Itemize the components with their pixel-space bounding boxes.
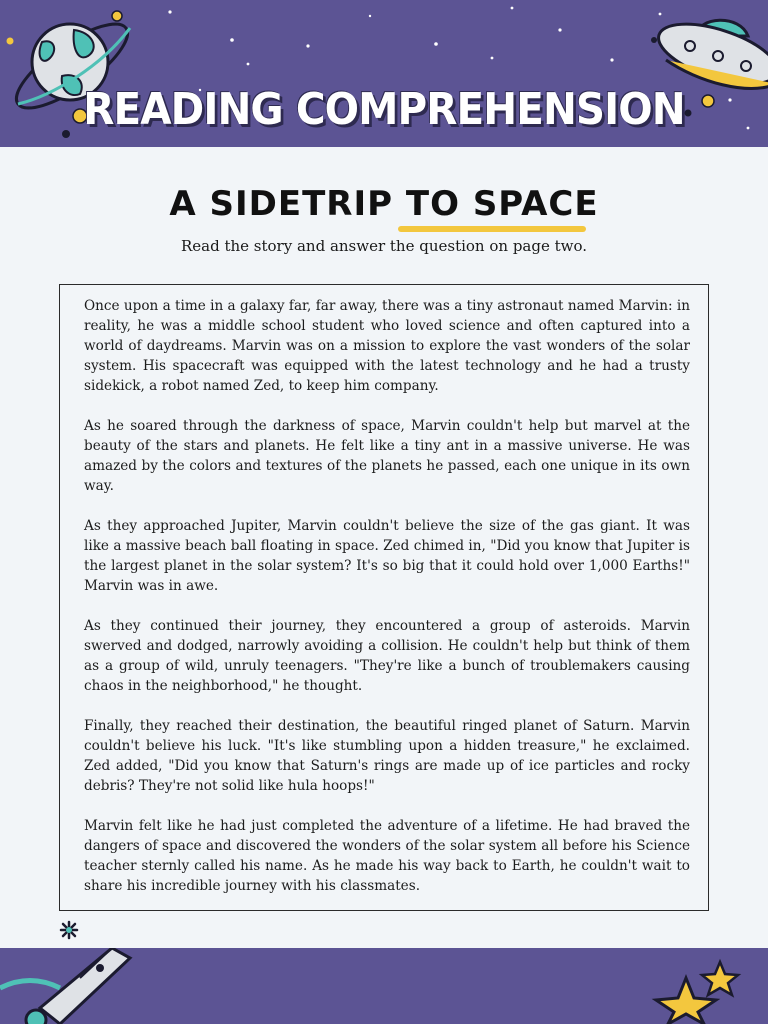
star-icon — [638, 948, 768, 1024]
story-box — [59, 284, 709, 911]
header-banner — [0, 0, 768, 147]
rocket-icon — [0, 948, 140, 1024]
header-title: READING COMPREHENSION — [83, 84, 685, 135]
story-paragraph: Finally, they reached their destination, the beautiful ringed planet of Saturn. Marvin couldn't believe his luck. "It's like stumbling upon a hidden treasure," he exclaimed. Zed added, "Did you know that Saturn's rings are made up of ice particles and rocky debris? They're not solid like hula hoops!" — [84, 718, 690, 794]
story-title: A SIDETRIP TO SPACE — [169, 184, 599, 224]
footer-banner — [0, 948, 768, 1024]
story-paragraph: As they continued their journey, they encountered a group of asteroids. Marvin swerved and dodged, narrowly avoiding a collision. He couldn't help but think of them as a group of wild, unruly teenagers. "They're like a bunch of troublemakers causing chaos in the neighborhood," he thought. — [84, 618, 690, 694]
story-paragraph: Marvin felt like he had just completed the adventure of a lifetime. He had braved the dangers of space and discovered the wonders of the solar system all before his Science teacher sternly called his name. As he made his way back to Earth, he couldn't wait to share his incredible journey with his classmates. — [84, 818, 690, 894]
title-underline — [398, 226, 586, 232]
story-paragraph: As they approached Jupiter, Marvin couldn't believe the size of the gas giant. It was like a massive beach ball floating in space. Zed chimed in, "Did you know that Jupiter is the largest planet in the solar system? It's so big that it could hold over 1,000 Earths!" Marvin was in awe. — [84, 518, 690, 594]
instructions: Read the story and answer the question on page two. — [180, 237, 588, 255]
story-paragraph: Once upon a time in a galaxy far, far away, there was a tiny astronaut named Marvin: in reality, he was a middle school student who loved science and often captured into a world of daydreams. Marvin was on a mission to explore the vast wonders of the solar system. His spacecraft was equipped with the latest technology and he had a trusty sidekick, a robot named Zed, to keep him company. — [84, 298, 690, 394]
star-icon — [59, 920, 79, 940]
story-paragraph: As he soared through the darkness of space, Marvin couldn't help but marvel at the beauty of the stars and planets. He felt like a tiny ant in a massive universe. He was amazed by the colors and textures of the planets he passed, each one unique in its own way. — [84, 418, 690, 494]
